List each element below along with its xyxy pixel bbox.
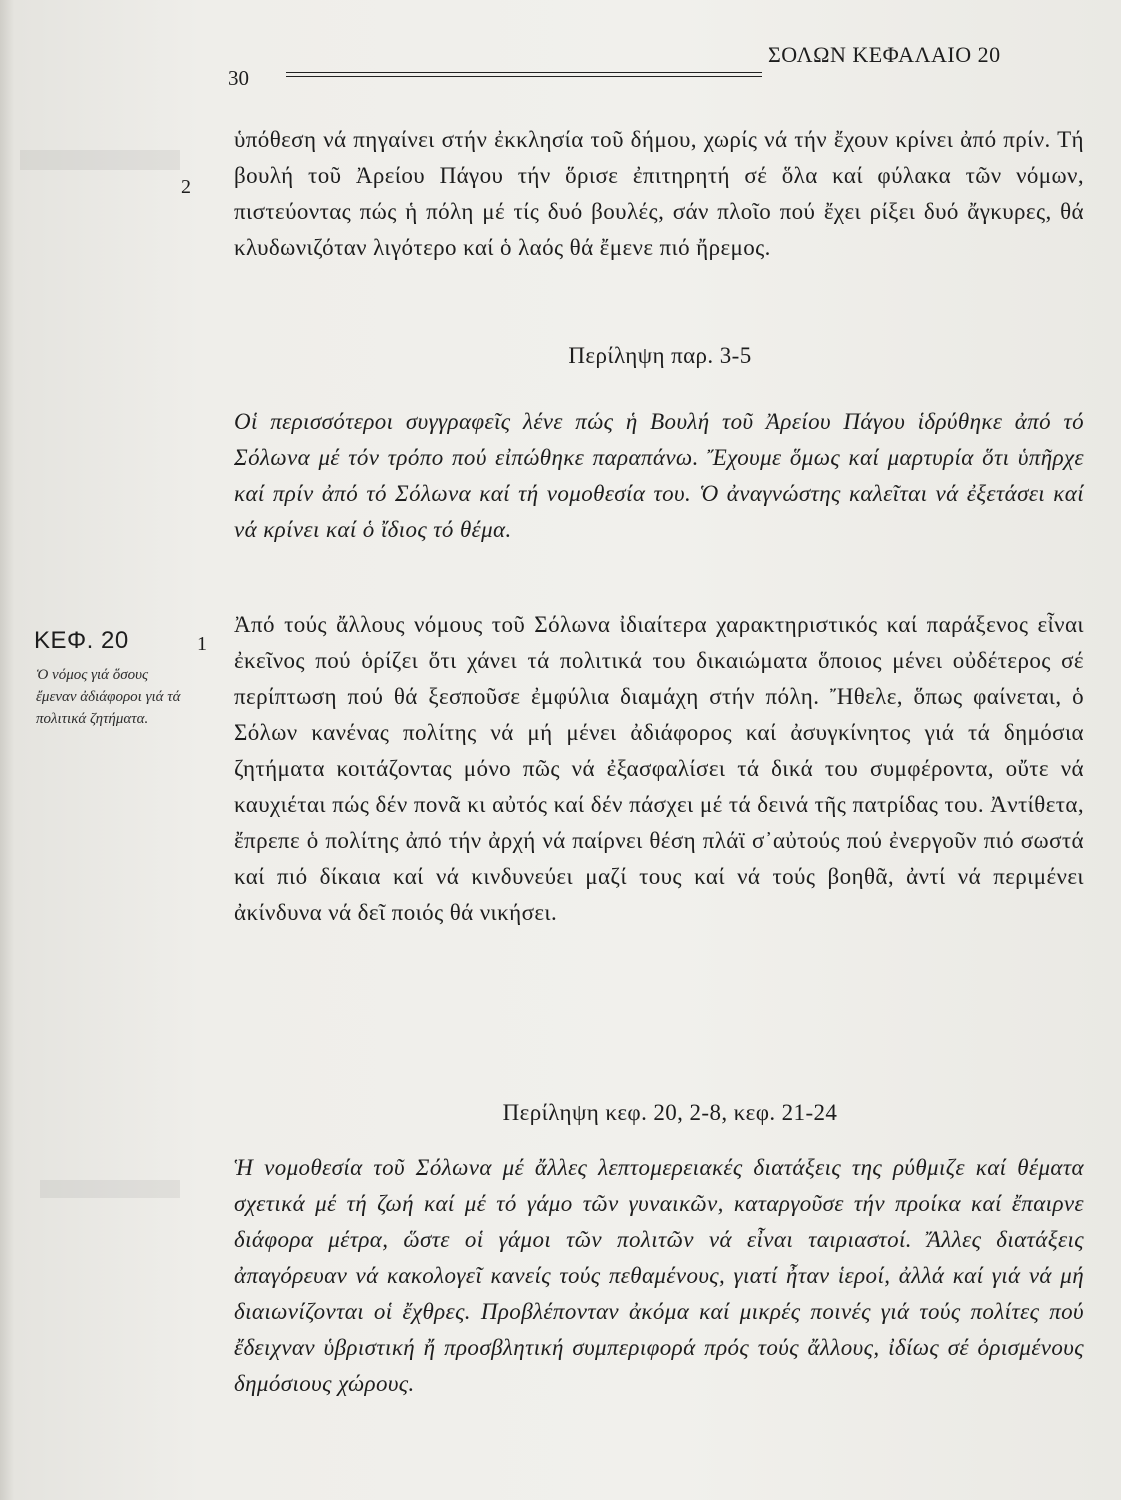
running-head: ΣΟΛΩΝ ΚΕΦΑΛΑΙΟ 20 (768, 42, 1001, 67)
bleed-through-mark (20, 150, 180, 170)
chapter-sidenote: Ὁ νόμος γιά ὅσους ἔμεναν ἀδιάφοροι γιά τά πολιτικά ζητήματα. (36, 667, 181, 727)
page-edge-shadow (0, 0, 14, 1500)
body-paragraph-2: Ἀπό τούς ἄλλους νόμους τοῦ Σόλωνα ἰδιαίτερα χαρακτηριστικός καί παράξενος εἶναι ἐκεῖνος πού ὁρίζει ὅτι χάνει τά πολιτικά του δικαιώματα ὅποιος μένει οὐδέτερος σέ περίπτωση πού θά ξεσποῦσε ἐμφύλια διαμάχη στήν πόλη. Ἤθελε, ὅπως φαίνεται, ὁ Σόλων κανένας πολίτης νά μή μένει ἀδιάφορος καί ἀσυγκίνητος γιά τά δημόσια ζητήματα κοιτάζοντας μόνο πῶς νά ἐξασφαλίσει τά δικά του συμφέροντα, οὔτε νά καυχιέται πώς δέν πονᾶ κι αὐτός καί δέν πάσχει μέ τά δεινά τῆς πατρίδας του. Ἀντίθετα, ἔπρεπε ὁ πολίτης ἀπό τήν ἀρχή νά παίρνει θέση πλάϊ σ᾿αὐτούς πού ἐνεργοῦν πιό σωστά καί πιό δίκαια καί νά κινδυνεύει μαζί τους καί νά τούς βοηθᾶ, ἀντί νά περιμένει ἀκίνδυνα νά δεῖ ποιός θά νικήσει. (234, 612, 1084, 925)
bleed-through-mark (40, 1180, 180, 1198)
section-number: 2 (181, 176, 191, 198)
body-paragraph-1: ὑπόθεση νά πηγαίνει στήν ἐκκλησία τοῦ δήμου, χωρίς νά τήν ἔχουν κρίνει ἀπό πρίν. Τή βουλή τοῦ Ἀρείου Πάγου τήν ὅρισε ἐπιτηρητή σέ ὅλα καί φύλακα τῶν νόμων, πιστεύοντας πώς ἡ πόλη μέ τίς δυό βουλές, σάν πλοῖο πού ἔχει ρίξει δυό ἄγκυρες, θά κλυδωνιζόταν λιγότερο καί ὁ λαός θά ἔμενε πιό ἤρεμος. (234, 127, 1084, 260)
summary-paragraph-1: Οἱ περισσότεροι συγγραφεῖς λένε πώς ἡ Βουλή τοῦ Ἀρείου Πάγου ἱδρύθηκε ἀπό τό Σόλωνα μέ τόν τρόπο πού εἰπώθηκε παραπάνω. Ἔχουμε ὅμως καί μαρτυρία ὅτι ὑπῆρχε καί πρίν ἀπό τό Σόλωνα καί τή νομοθεσία του. Ὁ ἀναγνώστης καλεῖται νά ἐξετάσει καί νά κρίνει καί ὁ ἴδιος τό θέμα. (234, 409, 1084, 542)
header-rule (286, 72, 762, 77)
summary-heading-1: Περίληψη παρ. 3-5 (568, 343, 752, 368)
summary-paragraph-2: Ἡ νομοθεσία τοῦ Σόλωνα μέ ἄλλες λεπτομερειακές διατάξεις της ρύθμιζε καί θέματα σχετικά μέ τή ζωή καί μέ τό γάμο τῶν γυναικῶν, καταργοῦσε τήν προίκα καί ἔπαιρνε διάφορα μέτρα, ὥστε οἱ γάμοι τῶν πολιτῶν νά εἶναι ταιριαστοί. Ἄλλες διατάξεις ἀπαγόρευαν νά κακολογεῖ κανείς τούς πεθαμένους, γιατί ἦταν ἱεροί, ἀλλά καί γιά νά μή διαιωνίζονται οἱ ἔχθρες. Προβλέπονταν ἀκόμα καί μικρές ποινές γιά τούς πολίτες πού ἔδειχναν ὑβριστική ἤ προσβλητική συμπεριφορά πρός τούς ἄλλους, ἰδίως σέ ὁρισμένους δημόσιους χώρους. (234, 1155, 1084, 1396)
section-number: 1 (197, 633, 207, 655)
summary-heading-2: Περίληψη κεφ. 20, 2-8, κεφ. 21-24 (502, 1100, 838, 1125)
page-number: 30 (228, 66, 249, 90)
chapter-sidenote-title: ΚΕΦ. 20 (34, 627, 129, 654)
